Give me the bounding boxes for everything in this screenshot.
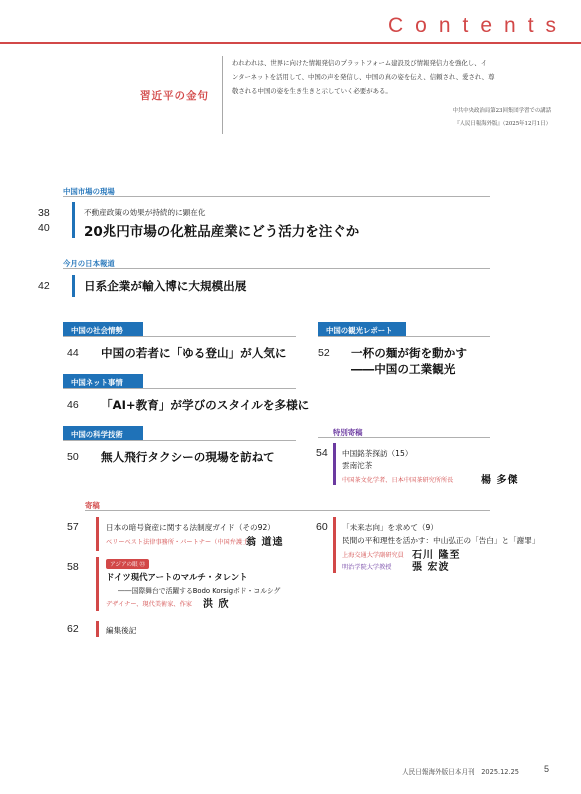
accent-bar (72, 202, 75, 238)
page-number: 57 (67, 521, 79, 533)
page-title: Contents (388, 14, 569, 37)
author-name: 張 宏波 (412, 562, 450, 573)
accent-bar (72, 275, 75, 297)
section-rule (63, 440, 296, 441)
author-role: 明治学院大学教授 (342, 564, 392, 571)
page-number: 38 (38, 207, 50, 219)
article-title-cosmetics[interactable]: 20兆円市場の化粧品産業にどう活力を注ぐか (84, 224, 360, 240)
accent-bar (96, 621, 99, 637)
author-name: 翁 道逵 (246, 537, 284, 548)
section-rule (318, 437, 490, 438)
page-number: 46 (67, 399, 79, 411)
article-title-peace[interactable]: 民間の平和理性を活かす：中山弘正の「告白」と「謝罪」 (342, 536, 540, 545)
section-label-contrib: 寄稿 (85, 501, 100, 510)
quote-line: ンターネットを活用して、中国の声を発信し、中国の真の姿を伝え、信頼され、愛され、尊 (232, 72, 495, 81)
page-folio: 5 (544, 764, 550, 774)
accent-bar (96, 557, 99, 611)
page-number: 60 (316, 521, 328, 533)
quote-line: 敬される中国の姿を生き生きと示していく必要がある。 (232, 86, 392, 95)
author-role: ベリーベスト法律事務所・パートナー（中国弁護士） (106, 539, 255, 546)
page-number: 62 (67, 623, 79, 635)
author-role: 上海交通大学副研究員 (342, 552, 404, 559)
section-label-science: 中国の科学技術 (63, 426, 143, 441)
quote-source-publication: 『人民日報海外版』（2025年12月1日） (454, 121, 551, 127)
header-rule (0, 42, 581, 44)
section-label-net: 中国ネット事情 (63, 374, 143, 389)
article-series-tea[interactable]: 中国銘茶探訪（15） (342, 449, 413, 458)
article-title-german-art[interactable]: ドイツ現代アートのマルチ・タレント (106, 572, 248, 582)
accent-bar (96, 517, 99, 551)
accent-bar (333, 517, 336, 573)
article-title-ai-education[interactable]: 「AI+教育」が学びのスタイルを多様に (101, 398, 310, 412)
article-title-import-expo[interactable]: 日系企業が輸入博に大規模出展 (84, 279, 247, 293)
page-number: 44 (67, 347, 79, 359)
article-title-noodle[interactable]: 一杯の麺が街を動かす (351, 346, 467, 360)
section-label-tourism: 中国の観光レポート (318, 322, 406, 337)
series-badge: アジアの眼 ㉝ (106, 559, 149, 569)
author-name: 洪 欣 (203, 599, 230, 610)
section-label-market: 中国市場の現場 (63, 187, 115, 196)
article-subtitle[interactable]: 不動産政策の効果が持続的に顕在化 (84, 208, 206, 217)
section-rule (318, 336, 490, 337)
quote-divider (222, 56, 223, 134)
article-title-hiking[interactable]: 中国の若者に「ゆる登山」が人気に (101, 346, 287, 360)
article-title-crypto[interactable]: 日本の暗号資産に関する法制度ガイド（その92） (106, 523, 275, 532)
author-name: 楊 多傑 (481, 475, 519, 486)
accent-bar (333, 443, 336, 485)
page-number: 58 (67, 561, 79, 573)
page-number: 40 (38, 222, 50, 234)
footer-publication: 人民日報海外版日本月刊 2025.12.25 (402, 768, 519, 776)
article-title-air-taxi[interactable]: 無人飛行タクシーの現場を訪ねて (101, 450, 275, 464)
section-label-special: 特別寄稿 (333, 428, 363, 437)
page-number: 52 (318, 347, 330, 359)
section-rule (85, 510, 490, 511)
article-subtitle-industrial-tourism[interactable]: ――中国の工業観光 (351, 362, 456, 376)
page-number: 42 (38, 280, 50, 292)
quote-line: われわれは、世界に向けた情報発信のプラットフォーム建設及び情報発信力を強化し、イ (232, 59, 487, 67)
article-title-tea[interactable]: 雲南沱茶 (342, 461, 373, 470)
section-label-japan-news: 今月の日本報道 (63, 259, 115, 268)
section-rule (63, 336, 296, 337)
author-role: 中国茶文化学者、日本中国茶研究所所長 (342, 477, 454, 484)
page-number: 54 (316, 447, 328, 459)
section-rule (63, 268, 490, 269)
article-series-future[interactable]: 「未来志向」を求めて（9） (342, 523, 438, 532)
author-role: デザイナー、現代美術家、作家 (106, 601, 192, 608)
quote-label: 習近平の金句 (140, 90, 209, 102)
quote-source: 中共中央政治局第23回集団学習での講話 (452, 108, 551, 114)
section-rule (63, 388, 296, 389)
author-name: 石川 隆至 (412, 550, 461, 561)
section-rule (63, 196, 490, 197)
quote-text (232, 57, 550, 98)
section-label-society: 中国の社会情勢 (63, 322, 143, 337)
page-number: 50 (67, 451, 79, 463)
article-title-editorial[interactable]: 編集後記 (106, 626, 137, 635)
article-subtitle[interactable]: ――国際舞台で活躍するBodo Korsigボド・コルシグ (118, 587, 281, 595)
